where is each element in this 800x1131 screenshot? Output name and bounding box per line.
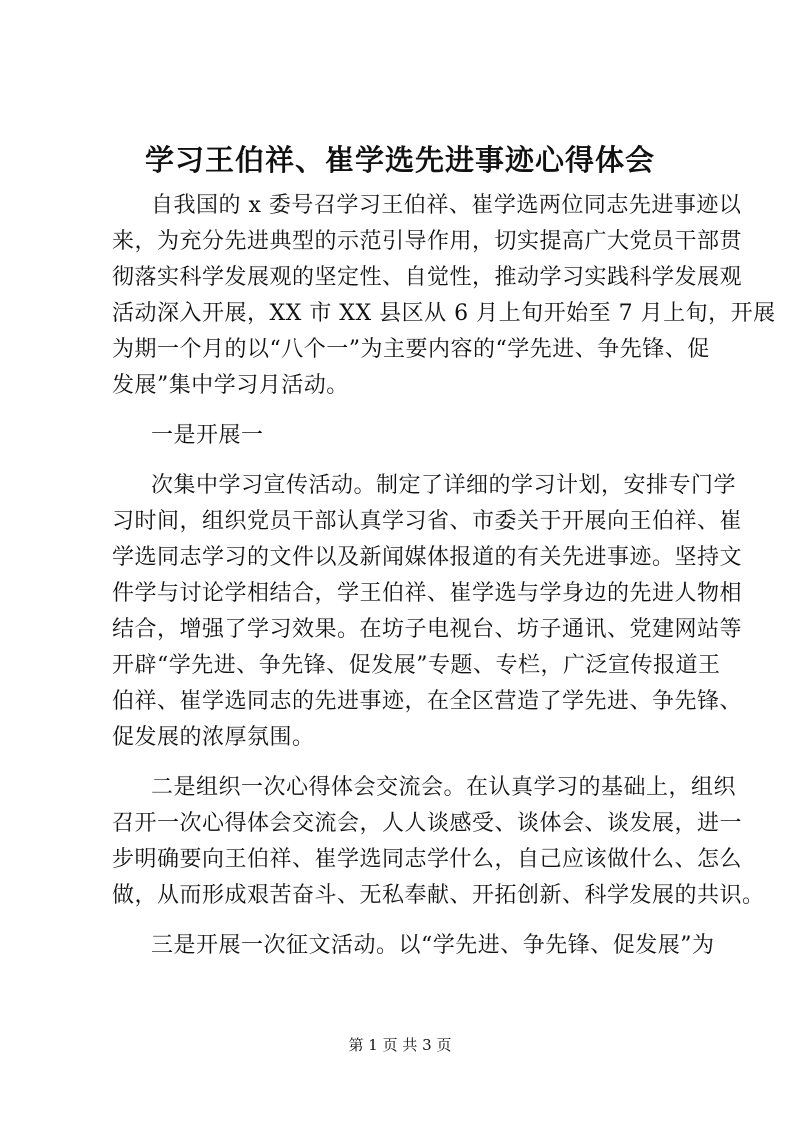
paragraph-line: 习时间，组织党员干部认真学习省、市委关于开展向王伯祥、崔: [112, 509, 743, 534]
document-title: 学习王伯祥、崔学选先进事迹心得体会: [144, 143, 655, 177]
paragraph-line: 一是开展一: [151, 423, 264, 448]
paragraph-line: 次集中学习宣传活动。制定了详细的学习计划，安排专门学: [151, 473, 737, 498]
paragraph-line: 件学与讨论学相结合，学王伯祥、崔学选与学身边的先进人物相: [112, 581, 743, 606]
paragraph-line: 开辟“学先进、争先锋、促发展”专题、专栏，广泛宣传报道王: [112, 653, 721, 678]
paragraph-line: 召开一次心得体会交流会，人人谈感受、谈体会、谈发展，进一: [112, 811, 743, 836]
paragraph-line: 促发展的浓厚氛围。: [112, 725, 315, 750]
paragraph-line: 来，为充分先进典型的示范引导作用，切实提高广大党员干部贯: [112, 229, 743, 254]
paragraph-line: 自我国的 x 委号召学习王伯祥、崔学选两位同志先进事迹以: [151, 193, 742, 218]
paragraph-line: 发展”集中学习月活动。: [112, 373, 349, 398]
paragraph-line: 学选同志学习的文件以及新闻媒体报道的有关先进事迹。坚持文: [112, 545, 743, 570]
page-number: 第 1 页 共 3 页: [348, 1036, 452, 1054]
paragraph-line: 伯祥、崔学选同志的先进事迹，在全区营造了学先进、争先锋、: [112, 689, 743, 714]
paragraph-line: 步明确要向王伯祥、崔学选同志学什么，自己应该做什么、怎么: [112, 847, 743, 872]
paragraph-line: 结合，增强了学习效果。在坊子电视台、坊子通讯、党建网站等: [112, 617, 743, 642]
paragraph-line: 二是组织一次心得体会交流会。在认真学习的基础上，组织: [151, 775, 737, 800]
paragraph-line: 彻落实科学发展观的坚定性、自觉性，推动学习实践科学发展观: [112, 265, 743, 290]
paragraph-line: 活动深入开展，XX 市 XX 县区从 6 月上旬开始至 7 月上旬，开展: [112, 301, 776, 326]
paragraph-line: 做，从而形成艰苦奋斗、无私奉献、开拓创新、科学发展的共识。: [112, 883, 765, 908]
paragraph-line: 为期一个月的以“八个一”为主要内容的“学先进、争先锋、促: [112, 337, 710, 362]
paragraph-line: 三是开展一次征文活动。以“学先进、争先锋、促发展”为: [151, 933, 715, 958]
